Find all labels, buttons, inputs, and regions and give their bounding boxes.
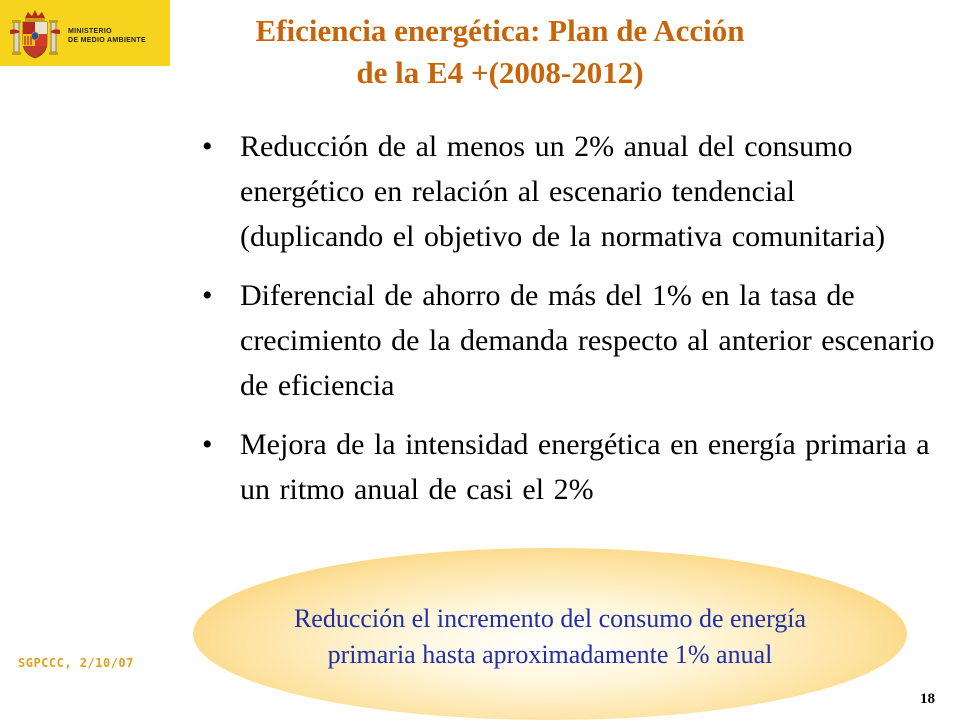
bullet-item [200,273,940,408]
bullet-text: Reducción de al menos un 2% anual del consumo energético en relación al escenario tendencial (duplicando el objetivo de la normativa comunitaria) [240,130,886,253]
page-number: 18 [920,691,935,707]
spain-coat-of-arms-icon [8,8,62,60]
ministry-line-2: DE MEDIO AMBIENTE [68,37,146,44]
slide-title [180,10,820,94]
highlight-line-2: primaria hasta aproximadamente 1% anual [327,640,773,669]
ministry-line-1: MINISTERIO [68,28,112,35]
bullet-text: Diferencial de ahorro de más del 1% en la tasa de crecimiento de la demanda respecto al anterior escenario de eficiencia [240,279,935,402]
ministry-name [68,27,146,45]
bullet-glyph: • [202,279,213,312]
bullet-text: Mejora de la intensidad energética en energía primaria a un ritmo anual de casi el 2% [240,428,930,506]
title-line-1: Eficiencia energética: Plan de Acción [255,13,745,48]
highlight-line-1: Reducción el incremento del consumo de energía [293,604,807,633]
bullet-glyph: • [202,428,213,461]
bullet-item [200,422,940,512]
bullet-glyph: • [202,130,213,163]
highlight-text [220,601,880,673]
bullet-item [200,124,940,259]
footer-source: SGPCCC, 2/10/07 [18,656,134,670]
title-line-2: de la E4 +(2008-2012) [356,55,644,90]
ministry-logo [0,0,170,66]
bullet-list [200,124,940,526]
